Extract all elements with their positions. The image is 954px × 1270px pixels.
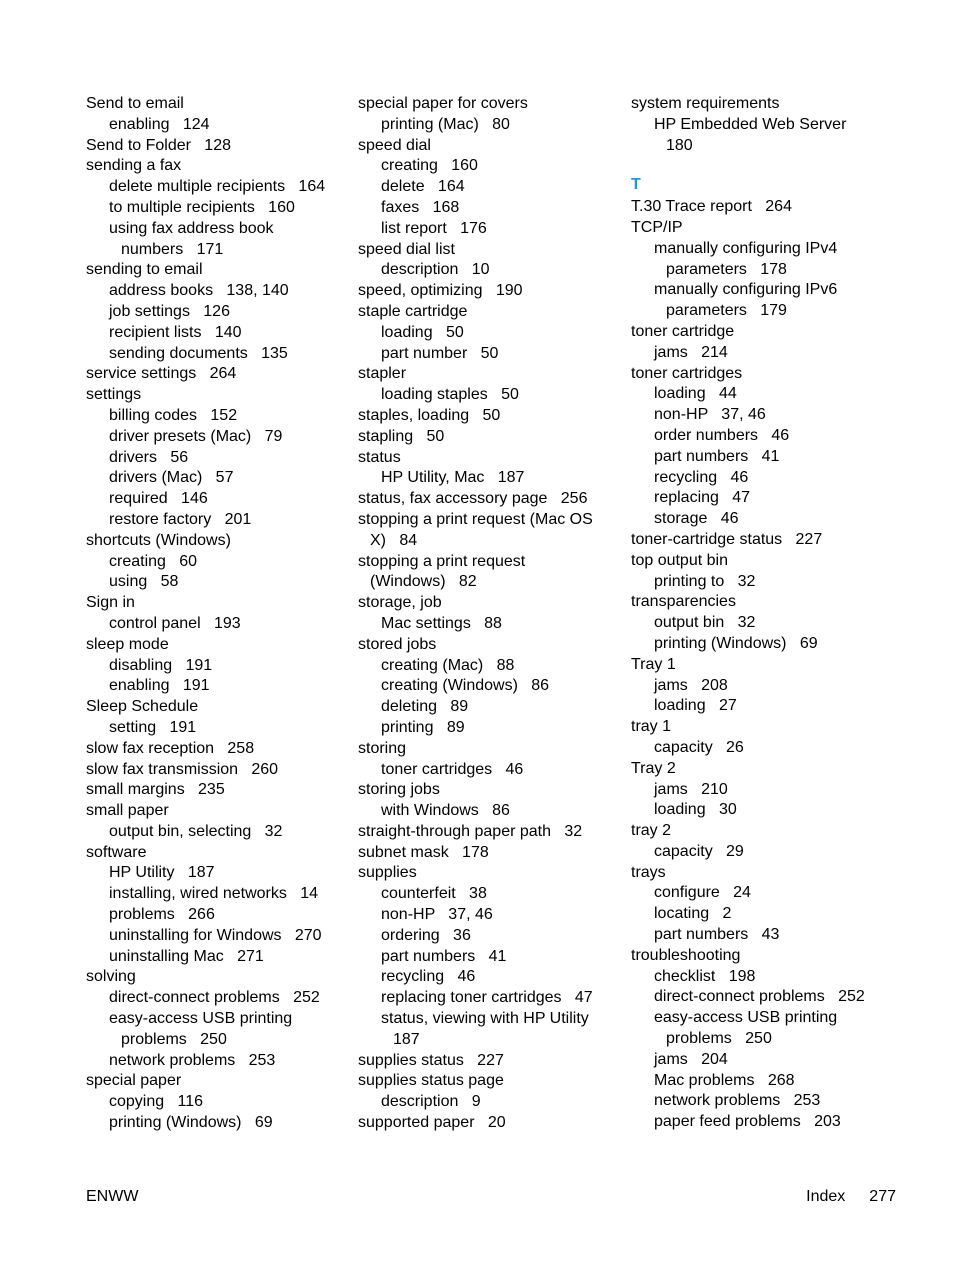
index-subentry: control panel 193 [109,614,241,632]
index-entry: status, fax accessory page 256 [358,490,588,508]
index-subentry: drivers (Mac) 57 [109,469,234,487]
index-entry: subnet mask 178 [358,843,489,861]
index-subentry: manually configuring IPv4 [654,239,838,257]
index-subentry: order numbers 46 [654,426,790,444]
index-entry: slow fax transmission 260 [86,760,279,778]
index-entry: storage, job [358,594,442,612]
index-subentry: network problems 253 [654,1092,821,1110]
index-subentry: easy-access USB printing [109,1010,293,1028]
index-entry: service settings 264 [86,365,237,383]
index-subentry: job settings 126 [109,302,230,320]
index-letter-heading: T [631,176,641,194]
index-subentry: problems 250 [666,1030,772,1048]
index-subentry: storage 46 [654,510,739,528]
index-subentry: HP Utility 187 [109,864,215,882]
index-subentry: loading 27 [654,697,737,715]
index-subentry: replacing 47 [654,489,751,507]
index-subentry: disabling 191 [109,656,213,674]
index-subentry: easy-access USB printing [654,1009,838,1027]
index-entry: Sign in [86,594,135,612]
index-subentry: using fax address book [109,219,274,237]
index-entry: trays [631,863,666,881]
index-subentry: direct-connect problems 252 [109,989,320,1007]
index-subentry: creating (Windows) 86 [381,677,550,695]
index-entry: Send to Folder 128 [86,136,231,154]
index-subentry: status, viewing with HP Utility [381,1010,589,1028]
index-column-1 [86,94,336,1134]
index-entry: storing [358,739,407,757]
index-subentry: manually configuring IPv6 [654,281,838,299]
index-subentry: description 9 [381,1093,481,1111]
index-subentry: required 146 [109,490,208,508]
index-subentry: replacing toner cartridges 47 [381,989,593,1007]
index-subentry: sending documents 135 [109,344,288,362]
index-subentry: 180 [666,136,693,154]
index-subentry: problems 250 [121,1030,227,1048]
index-subentry: loading staples 50 [381,386,519,404]
index-entry: speed, optimizing 190 [358,282,523,300]
index-entry: staples, loading 50 [358,406,501,424]
index-entry: Tray 1 [631,655,676,673]
index-subentry: address books 138, 140 [109,282,289,300]
index-subentry: direct-connect problems 252 [654,988,865,1006]
index-entry: status [358,448,401,466]
index-subentry: loading 44 [654,385,737,403]
index-entry: T.30 Trace report 264 [631,198,792,216]
index-entry: slow fax reception 258 [86,739,255,757]
index-subentry: problems 266 [109,906,215,924]
index-subentry: HP Utility, Mac 187 [381,469,525,487]
index-subentry: output bin 32 [654,614,756,632]
index-subentry: Mac problems 268 [654,1071,795,1089]
index-entry: stored jobs [358,635,437,653]
index-subentry: part number 50 [381,344,499,362]
index-subentry: part numbers 41 [381,947,507,965]
index-entry: speed dial [358,136,431,154]
index-entry: special paper [86,1072,182,1090]
index-entry: troubleshooting [631,946,741,964]
index-subentry: HP Embedded Web Server [654,115,847,133]
index-entry: sending to email [86,261,203,279]
index-subentry: driver presets (Mac) 79 [109,427,283,445]
index-entry: shortcuts (Windows) [86,531,231,549]
index-subentry: printing 89 [381,718,465,736]
index-subentry: Mac settings 88 [381,614,502,632]
index-subentry: installing, wired networks 14 [109,885,318,903]
index-entry: tray 2 [631,822,672,840]
index-subentry: X) 84 [370,531,418,549]
index-entry: storing jobs [358,781,440,799]
index-subentry: creating (Mac) 88 [381,656,515,674]
index-subentry: enabling 124 [109,115,210,133]
footer-edition: ENWW [86,1188,139,1205]
index-subentry: drivers 56 [109,448,189,466]
footer-right [806,1188,896,1206]
index-subentry: loading 30 [654,801,737,819]
index-subentry: restore factory 201 [109,510,252,528]
index-subentry: deleting 89 [381,698,469,716]
index-entry: small margins 235 [86,781,225,799]
index-subentry: (Windows) 82 [370,573,477,591]
index-subentry: non-HP 37, 46 [381,906,493,924]
index-entry: sending a fax [86,157,182,175]
index-subentry: uninstalling for Windows 270 [109,926,322,944]
index-subentry: output bin, selecting 32 [109,822,283,840]
index-subentry: copying 116 [109,1093,203,1111]
index-subentry: capacity 29 [654,842,744,860]
index-subentry: ordering 36 [381,926,471,944]
index-entry: system requirements [631,95,780,112]
index-subentry: numbers 171 [121,240,224,258]
index-entry: toner-cartridge status 227 [631,530,823,548]
index-entry: speed dial list [358,240,455,258]
index-subentry: capacity 26 [654,738,744,756]
index-subentry: toner cartridges 46 [381,760,524,778]
index-entry: software [86,843,147,861]
index-subentry: counterfeit 38 [381,885,487,903]
index-subentry: jams 210 [654,780,728,798]
footer-section: Index [806,1188,846,1205]
index-subentry: printing (Mac) 80 [381,115,510,133]
index-entry: stopping a print request [358,552,526,570]
index-subentry: configure 24 [654,884,751,902]
index-subentry: delete 164 [381,178,465,196]
index-subentry: to multiple recipients 160 [109,198,295,216]
index-subentry: creating 160 [381,157,478,175]
index-subentry: list report 176 [381,219,487,237]
index-subentry: using 58 [109,573,179,591]
index-entry: staple cartridge [358,302,468,320]
index-subentry: parameters 178 [666,260,787,278]
index-subentry: part numbers 43 [654,926,780,944]
index-entry: Sleep Schedule [86,698,199,716]
index-subentry: jams 214 [654,343,728,361]
index-entry: Tray 2 [631,759,676,777]
index-subentry: recycling 46 [654,468,749,486]
index-subentry: recipient lists 140 [109,323,242,341]
index-subentry: parameters 179 [666,302,787,320]
index-subentry: enabling 191 [109,677,210,695]
page-number: 277 [869,1188,896,1205]
index-column-2 [358,94,608,1134]
index-column-3 [631,94,881,1133]
index-subentry: checklist 198 [654,967,756,985]
index-subentry: creating 60 [109,552,198,570]
index-subentry: jams 208 [654,676,728,694]
index-entry: sleep mode [86,635,169,653]
index-subentry: faxes 168 [381,198,460,216]
index-subentry: jams 204 [654,1050,728,1068]
index-subentry: non-HP 37, 46 [654,406,766,424]
index-subentry: 187 [393,1030,420,1048]
index-entry: supplies [358,864,417,882]
index-entry: solving [86,968,136,986]
index-subentry: printing to 32 [654,572,756,590]
index-subentry: uninstalling Mac 271 [109,947,264,965]
index-subentry: printing (Windows) 69 [654,634,818,652]
index-entry: supplies status page [358,1072,504,1090]
index-entry: supplies status 227 [358,1051,504,1069]
index-entry: transparencies [631,593,736,611]
footer-left [86,1188,138,1206]
index-subentry: setting 191 [109,718,197,736]
index-entry: straight-through paper path 32 [358,822,583,840]
index-subentry: paper feed problems 203 [654,1113,841,1131]
index-subentry: printing (Windows) 69 [109,1114,273,1132]
index-entry: supported paper 20 [358,1114,506,1132]
index-entry: toner cartridge [631,322,735,340]
index-subentry: description 10 [381,261,490,279]
index-subentry: part numbers 41 [654,447,780,465]
index-subentry: with Windows 86 [381,802,510,820]
index-entry: TCP/IP [631,218,683,236]
index-subentry: locating 2 [654,905,732,923]
index-entry: stapling 50 [358,427,445,445]
index-subentry: recycling 46 [381,968,476,986]
index-entry: stopping a print request (Mac OS [358,510,593,528]
index-entry: Send to email [86,95,184,112]
index-entry: settings [86,386,142,404]
index-subentry: delete multiple recipients 164 [109,178,326,196]
index-entry: special paper for covers [358,95,528,112]
index-subentry: billing codes 152 [109,406,238,424]
index-subentry: network problems 253 [109,1051,276,1069]
index-entry: stapler [358,365,407,383]
index-entry: tray 1 [631,718,672,736]
index-entry: toner cartridges [631,364,743,382]
index-subentry: loading 50 [381,323,464,341]
index-entry: small paper [86,802,169,820]
index-entry: top output bin [631,551,728,569]
